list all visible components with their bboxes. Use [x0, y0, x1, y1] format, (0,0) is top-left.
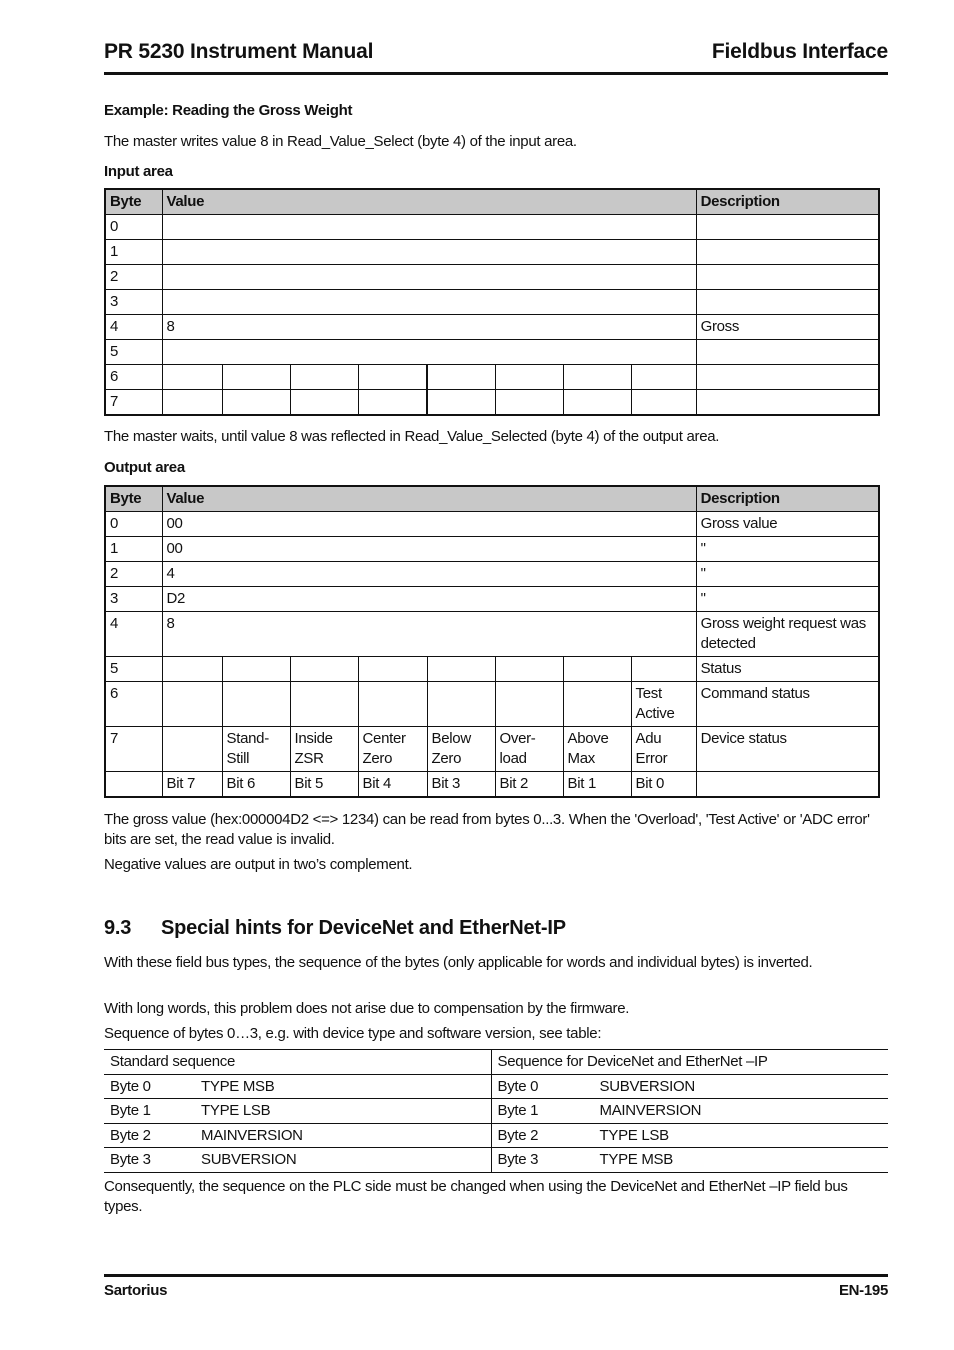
bit-cell: Bit 6: [222, 772, 290, 798]
wait-text: The master waits, until value 8 was reflected in Read_Value_Selected (byte 4) of the output area.: [104, 428, 720, 445]
bit-cell: Stand-Still: [222, 727, 290, 772]
section-paragraph-1: With these field bus types, the sequence of the bytes (only applicable for words and individual bytes) is inverted.: [104, 954, 813, 971]
table-row: [105, 682, 879, 727]
section-title: Fieldbus Interface: [711, 40, 888, 63]
value-cell: D2: [162, 587, 696, 612]
bit-cell: Over-load: [495, 727, 563, 772]
bit-cell: [631, 390, 696, 416]
description-cell: ": [696, 587, 879, 612]
bit-cell: Bit 4: [358, 772, 427, 798]
bit-cell: [427, 390, 495, 416]
byte-cell: 3: [105, 587, 162, 612]
header-standard-sequence: Standard sequence: [104, 1050, 491, 1075]
bit-cell: [495, 365, 563, 390]
bit-cell: Test Active: [631, 682, 696, 727]
footer-brand: Sartorius: [104, 1282, 168, 1299]
input-area-label: Input area: [104, 163, 173, 180]
value-cell: [162, 265, 696, 290]
description-cell: ": [696, 537, 879, 562]
standard-cell: [104, 1074, 491, 1099]
value-cell: 8: [162, 315, 696, 340]
value-cell: [162, 240, 696, 265]
devicenet-cell: [491, 1099, 888, 1124]
byte-cell: [105, 772, 162, 798]
byte-label: Byte 0: [110, 1077, 151, 1095]
table-header-row: [105, 189, 879, 215]
byte-cell: 4: [105, 315, 162, 340]
description-cell: [696, 365, 879, 390]
bit-cell: [290, 682, 358, 727]
header-value: Value: [162, 486, 696, 512]
standard-cell: [104, 1148, 491, 1173]
example-intro: The master writes value 8 in Read_Value_Select (byte 4) of the input area.: [104, 133, 577, 150]
table-row: [105, 772, 879, 798]
bit-cell: [162, 657, 222, 682]
bit-cell: Center Zero: [358, 727, 427, 772]
value-cell: [162, 340, 696, 365]
table-row: [105, 215, 879, 240]
header-value: Value: [162, 189, 696, 215]
byte-cell: 5: [105, 657, 162, 682]
value-cell: [162, 215, 696, 240]
standard-cell: [104, 1123, 491, 1148]
bit-cell: Inside ZSR: [290, 727, 358, 772]
table-header-row: [105, 486, 879, 512]
bit-cell: [222, 365, 290, 390]
bit-cell: [427, 682, 495, 727]
bit-cell: [563, 365, 631, 390]
byte-content: MAINVERSION: [599, 1102, 702, 1120]
value-cell: 8: [162, 612, 696, 657]
byte-cell: 3: [105, 290, 162, 315]
bit-cell: Bit 1: [563, 772, 631, 798]
section-heading-title: Special hints for DeviceNet and EtherNet-IP: [161, 917, 566, 939]
bit-cell: [563, 682, 631, 727]
table-row: [105, 315, 879, 340]
bit-cell: [290, 365, 358, 390]
byte-content: TYPE LSB: [599, 1126, 669, 1144]
bit-cell: [495, 390, 563, 416]
table-row: [105, 240, 879, 265]
header-description: Description: [696, 486, 879, 512]
header-devicenet-sequence: Sequence for DeviceNet and EtherNet –IP: [491, 1050, 888, 1075]
bit-cell: [358, 682, 427, 727]
byte-cell: 2: [105, 265, 162, 290]
bit-cell: [290, 657, 358, 682]
byte-cell: 7: [105, 390, 162, 416]
table-row: [105, 265, 879, 290]
header-description: Description: [696, 189, 879, 215]
byte-label: Byte 3: [110, 1151, 151, 1169]
example-heading: Example: Reading the Gross Weight: [104, 102, 353, 119]
description-cell: [696, 772, 879, 798]
value-cell: 00: [162, 537, 696, 562]
section-paragraph-3: Sequence of bytes 0…3, e.g. with device type and software version, see table:: [104, 1025, 602, 1042]
bit-cell: [162, 365, 222, 390]
byte-label: Byte 2: [110, 1126, 151, 1144]
byte-label: Byte 0: [497, 1077, 539, 1095]
bit-cell: Below Zero: [427, 727, 495, 772]
output-area-label: Output area: [104, 459, 185, 476]
bit-cell: [427, 365, 495, 390]
byte-cell: 2: [105, 562, 162, 587]
page-header: [104, 40, 888, 75]
bit-cell: Bit 7: [162, 772, 222, 798]
table-row: [105, 727, 879, 772]
table-row: [104, 1099, 888, 1124]
output-area-table: [104, 485, 880, 798]
bit-cell: [563, 390, 631, 416]
bit-cell: [222, 390, 290, 416]
table-row: [105, 390, 879, 416]
table-row: [105, 657, 879, 682]
description-cell: [696, 390, 879, 416]
table-row: [105, 340, 879, 365]
section-heading: [104, 917, 566, 940]
bit-cell: [358, 390, 427, 416]
byte-sequence-table: [104, 1049, 888, 1173]
byte-content: SUBVERSION: [201, 1151, 297, 1169]
byte-label: Byte 2: [497, 1126, 539, 1144]
bit-cell: [358, 657, 427, 682]
byte-content: TYPE MSB: [599, 1151, 673, 1169]
table-row: [105, 537, 879, 562]
bit-cell: Bit 2: [495, 772, 563, 798]
byte-content: MAINVERSION: [201, 1126, 303, 1144]
description-cell: Status: [696, 657, 879, 682]
description-cell: Gross: [696, 315, 879, 340]
devicenet-cell: [491, 1074, 888, 1099]
bit-cell: [162, 682, 222, 727]
description-cell: Gross weight request was detected: [696, 612, 879, 657]
bit-cell: [495, 657, 563, 682]
description-cell: [696, 240, 879, 265]
table-row: [105, 290, 879, 315]
bit-cell: Bit 0: [631, 772, 696, 798]
table-row: [104, 1148, 888, 1173]
bit-cell: [290, 390, 358, 416]
description-cell: [696, 215, 879, 240]
table-row: [104, 1074, 888, 1099]
bit-cell: Adu Error: [631, 727, 696, 772]
table-row: [105, 612, 879, 657]
byte-cell: 6: [105, 365, 162, 390]
value-cell: 00: [162, 512, 696, 537]
byte-cell: 5: [105, 340, 162, 365]
section-number: 9.3: [104, 917, 132, 939]
bit-cell: [495, 682, 563, 727]
input-area-table: [104, 188, 880, 416]
devicenet-cell: [491, 1148, 888, 1173]
description-cell: Gross value: [696, 512, 879, 537]
bit-cell: [631, 657, 696, 682]
description-cell: Device status: [696, 727, 879, 772]
bit-cell: [222, 682, 290, 727]
byte-label: Byte 1: [110, 1102, 151, 1120]
bit-cell: [222, 657, 290, 682]
page-number: EN-195: [838, 1282, 888, 1299]
bit-cell: [358, 365, 427, 390]
value-cell: 4: [162, 562, 696, 587]
table-row: [105, 365, 879, 390]
table-row: [105, 562, 879, 587]
table-row: [104, 1123, 888, 1148]
table-row: [105, 587, 879, 612]
description-cell: [696, 340, 879, 365]
byte-label: Byte 3: [497, 1151, 539, 1169]
value-cell: [162, 290, 696, 315]
bit-cell: [563, 657, 631, 682]
byte-cell: 6: [105, 682, 162, 727]
byte-content: TYPE LSB: [201, 1102, 271, 1120]
negative-note: Negative values are output in two’s complement.: [104, 856, 413, 873]
byte-cell: 1: [105, 240, 162, 265]
section-paragraph-2: With long words, this problem does not arise due to compensation by the firmware.: [104, 1000, 630, 1017]
byte-cell: 4: [105, 612, 162, 657]
description-cell: ": [696, 562, 879, 587]
header-byte: Byte: [105, 486, 162, 512]
bit-cell: Bit 3: [427, 772, 495, 798]
description-cell: [696, 290, 879, 315]
header-byte: Byte: [105, 189, 162, 215]
description-cell: [696, 265, 879, 290]
bit-cell: [162, 390, 222, 416]
byte-content: TYPE MSB: [201, 1077, 275, 1095]
devicenet-cell: [491, 1123, 888, 1148]
bit-cell: [162, 727, 222, 772]
bit-cell: [631, 365, 696, 390]
bit-cell: Above Max: [563, 727, 631, 772]
bit-cell: [427, 657, 495, 682]
byte-content: SUBVERSION: [599, 1077, 695, 1095]
bit-cell: Bit 5: [290, 772, 358, 798]
page-footer: [104, 1274, 888, 1299]
section-paragraph-4: Consequently, the sequence on the PLC side must be changed when using the DeviceNet and EtherNet –IP field bus types.: [104, 1178, 848, 1215]
table-row: [105, 512, 879, 537]
byte-label: Byte 1: [497, 1102, 539, 1120]
manual-title: PR 5230 Instrument Manual: [104, 40, 374, 63]
description-cell: Command status: [696, 682, 879, 727]
byte-cell: 0: [105, 512, 162, 537]
table-header-row: [104, 1050, 888, 1075]
standard-cell: [104, 1099, 491, 1124]
gross-note: The gross value (hex:000004D2 <=> 1234) can be read from bytes 0...3. When the 'Overload', 'Test Active' or 'ADC error' bits are set, the read value is invalid.: [104, 811, 870, 848]
byte-cell: 0: [105, 215, 162, 240]
byte-cell: 1: [105, 537, 162, 562]
byte-cell: 7: [105, 727, 162, 772]
